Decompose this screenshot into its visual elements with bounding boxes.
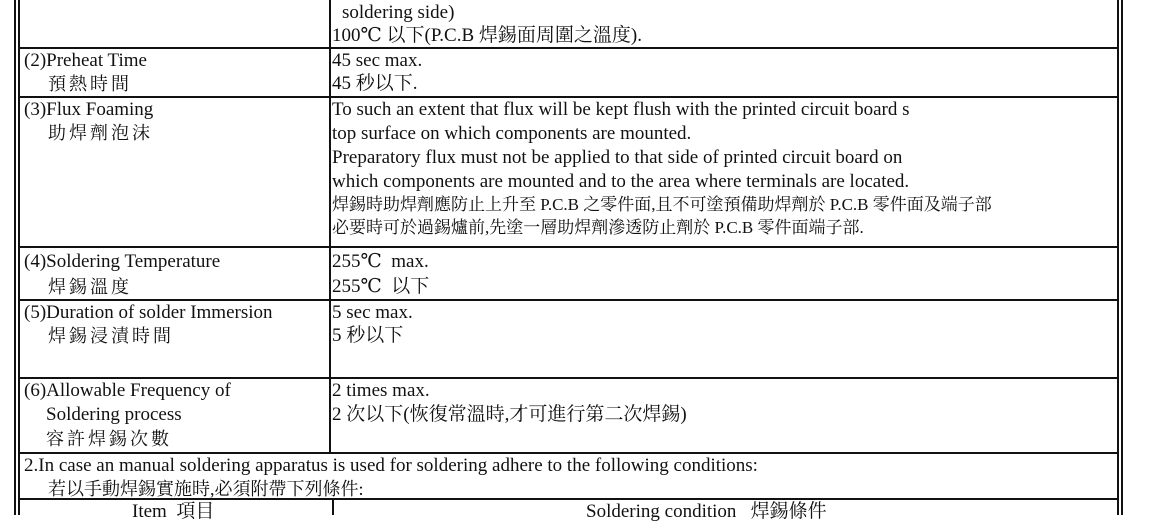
row-value-line: 2 次以下(恢復常溫時,才可進行第二次焊錫) xyxy=(332,404,687,425)
row-label-en: (5)Duration of solder Immersion xyxy=(24,302,273,323)
column-divider xyxy=(329,0,331,453)
row-value-line: 2 times max. xyxy=(332,380,430,401)
frame-right-border xyxy=(1117,0,1123,515)
row-label-en: (4)Soldering Temperature xyxy=(24,251,221,272)
row-label-zh: 焊錫浸漬時間 xyxy=(48,326,174,346)
row-value-line: 45 秒以下. xyxy=(332,73,418,94)
row-value-line: 255℃ max. xyxy=(332,251,429,272)
row-label-en: (2)Preheat Time xyxy=(24,50,147,71)
row-value-line: top surface on which components are mounted. xyxy=(332,123,692,144)
row-label-en: (3)Flux Foaming xyxy=(24,99,154,120)
row-value-line: 焊錫時助焊劑應防止上升至 P.C.B 之零件面,且不可塗預備助焊劑於 P.C.B 零件面及端子部 xyxy=(332,195,992,214)
row-label-zh: 助焊劑泡沫 xyxy=(48,123,153,143)
section2-heading: 2.In case an manual soldering apparatus is used for soldering adhere to the following conditions: xyxy=(24,455,758,476)
frame-left-border xyxy=(14,0,20,515)
row-value-line: 5 秒以下 xyxy=(332,325,404,346)
section2-heading-zh: 若以手動焊錫實施時,必須附帶下列條件: xyxy=(48,479,364,499)
intro-line-1: soldering side) xyxy=(342,2,455,23)
table2-header-item: Item 項目 xyxy=(132,501,215,522)
row-value-line: which components are mounted and to the area where terminals are located. xyxy=(332,171,910,192)
row-value-line: 5 sec max. xyxy=(332,302,413,323)
row-value-line: Preparatory flux must not be applied to that side of printed circuit board on xyxy=(332,147,903,168)
row-label-zh: 焊錫溫度 xyxy=(48,277,132,297)
row-label-zh: 預熱時間 xyxy=(48,74,132,94)
row-value-line: 45 sec max. xyxy=(332,50,423,71)
table2-header-condition: Soldering condition 焊錫條件 xyxy=(586,501,827,522)
row-value-line: 必要時可於過錫爐前,先塗一層助焊劑滲透防止劑於 P.C.B 零件面端子部. xyxy=(332,218,864,237)
row-label-en: (6)Allowable Frequency of xyxy=(24,380,231,401)
row-rule xyxy=(20,246,1117,248)
intro-line-2: 100℃ 以下(P.C.B 焊錫面周圍之溫度). xyxy=(332,25,642,46)
row-label-en-cont: Soldering process xyxy=(46,404,182,425)
row-label-zh: 容許焊錫次數 xyxy=(46,429,172,449)
row-value-line: To such an extent that flux will be kept flush with the printed circuit board s xyxy=(332,99,910,120)
row-value-line: 255℃ 以下 xyxy=(332,276,430,297)
